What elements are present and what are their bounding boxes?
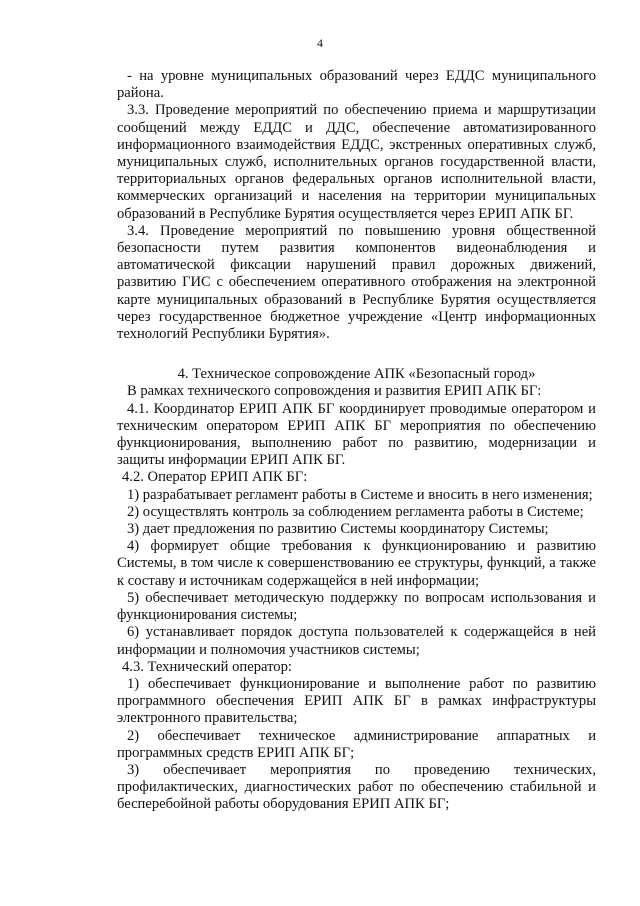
paragraph-3-4: 3.4. Проведение мероприятий по повышению уровня общественной безопасности путем развития компонентов видеонаблюдения и автоматической фиксации нарушений правил дорожных движений, развитию ГИС с обеспечением оперативного отображения на электронной карте муниципальных образований в Республике Бурятия осуществляется через государственное бюджетное учреждение «Центр информационных технологий Республики Бурятия».	[117, 222, 596, 343]
paragraph-municipal-level: - на уровне муниципальных образований через ЕДДС муниципального района.	[117, 68, 596, 102]
paragraph-4-2: 4.2. Оператор ЕРИП АПК БГ:	[122, 469, 308, 486]
list-item-4-2-3: 3) дает предложения по развитию Системы координатору Системы;	[127, 521, 549, 538]
list-item-4-3-2: 2) обеспечивает техническое администрирование аппаратных и программных средств ЕРИП АПК БГ;	[117, 727, 596, 761]
paragraph-4-1: 4.1. Координатор ЕРИП АПК БГ координирует проводимые оператором и техническим оператором ЕРИП АПК БГ мероприятия по обеспечению функционирования, выполнению работ по развитию, модернизации и защиты информации ЕРИП АПК БГ.	[117, 400, 596, 469]
section-heading: 4. Техническое сопровождение АПК «Безопасный город»	[177, 366, 536, 383]
document-body	[117, 68, 596, 814]
list-item-4-2-1: 1) разрабатывает регламент работы в Системе и вносить в него изменения;	[127, 486, 593, 503]
paragraph-intro: В рамках технического сопровождения и развития ЕРИП АПК БГ:	[127, 383, 542, 400]
list-item-4-3-3: 3) обеспечивает мероприятия по проведению технических, профилактических, диагностических работ по обеспечению стабильной и бесперебойной работы оборудования ЕРИП АПК БГ;	[117, 761, 596, 813]
paragraph-3-3: 3.3. Проведение мероприятий по обеспечению приема и маршрутизации сообщений между ЕДДС и ДДС, обеспечение автоматизированного информационного взаимодействия ЕДДС, экстренных оперативных служб, муниципальных служб, исполнительных органов государственной власти, территориальных органов федеральных органов исполнительной власти, коммерческих организаций и населения на территории муниципальных образований в Республике Бурятия осуществляется через ЕРИП АПК БГ.	[117, 102, 596, 222]
list-item-4-2-6: 6) устанавливает порядок доступа пользователей к содержащейся в ней информации и полномочия участников системы;	[117, 624, 596, 658]
paragraph-4-3: 4.3. Технический оператор:	[122, 658, 292, 675]
list-item-4-3-1: 1) обеспечивает функционирование и выполнение работ по развитию программного обеспечения ЕРИП АПК БГ в рамках инфраструктуры электронного правительства;	[117, 675, 596, 727]
section-spacer	[117, 343, 596, 366]
list-item-4-2-2: 2) осуществлять контроль за соблюдением регламента работы в Системе;	[127, 503, 584, 520]
list-item-4-2-4: 4) формирует общие требования к функционированию и развитию Системы, в том числе к совершенствованию ее структуры, функций, а также к составу и источникам содержащейся в ней информации;	[117, 538, 596, 589]
list-item-4-2-5: 5) обеспечивает методическую поддержку по вопросам использования и функционирования системы;	[117, 589, 596, 624]
page-number: 4	[317, 36, 323, 50]
